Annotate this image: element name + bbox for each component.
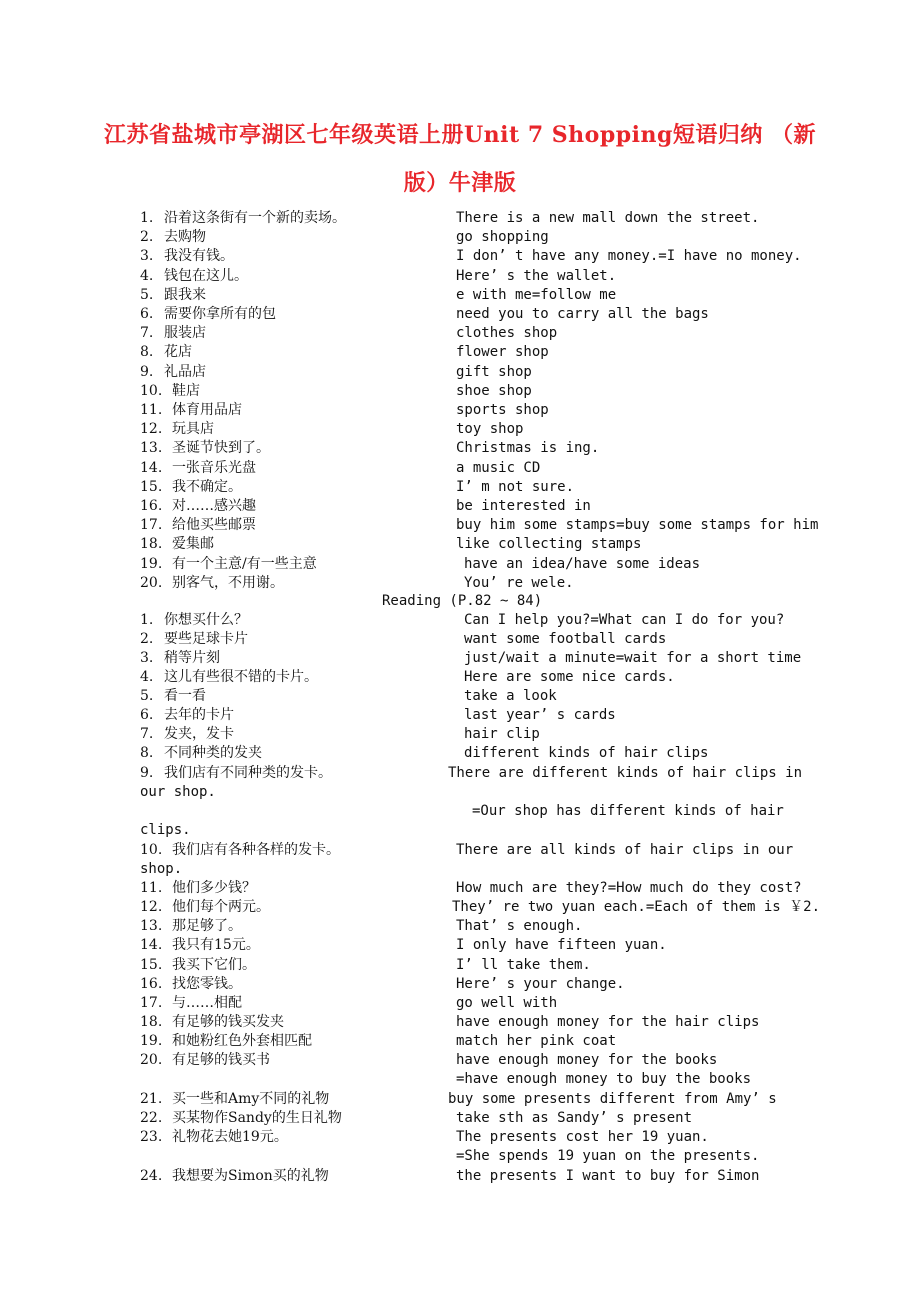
english-phrase: Christmas is ing. xyxy=(456,440,600,456)
english-phrase: have enough money for the hair clips xyxy=(456,1014,760,1030)
english-phrase: They’ re two yuan each.=Each of them is ￥2. xyxy=(452,899,821,915)
english-phrase: flower shop xyxy=(456,344,549,360)
english-phrase: gift shop xyxy=(456,364,532,380)
phrase-row xyxy=(0,994,920,1013)
reading-heading-text: Reading (P.82 ~ 84) xyxy=(382,593,543,609)
item-number: 16. xyxy=(140,498,163,514)
phrase-row xyxy=(0,574,920,593)
page-title-line-1: 江苏省盐城市亭湖区七年级英语上册Unit 7 Shopping短语归纳 （新 xyxy=(103,122,817,148)
item-number: 11. xyxy=(140,880,163,896)
chinese-phrase: 我想要为Simon买的礼物 xyxy=(172,1168,329,1184)
english-phrase: You’ re wele. xyxy=(464,575,574,591)
english-phrase: last year’ s cards xyxy=(464,707,616,723)
chinese-phrase: 我没有钱。 xyxy=(164,248,234,264)
english-phrase: There are different kinds of hair clips in xyxy=(448,765,803,781)
item-number: 17. xyxy=(140,995,163,1011)
chinese-phrase: 看一看 xyxy=(164,688,206,704)
phrase-row xyxy=(0,1051,920,1070)
chinese-phrase: 体育用品店 xyxy=(172,402,242,418)
phrase-row xyxy=(0,821,920,840)
english-phrase: just/wait a minute=wait for a short time xyxy=(464,650,802,666)
page-title-line-2: 版）牛津版 xyxy=(403,170,517,196)
chinese-phrase: 跟我来 xyxy=(164,287,206,303)
item-number: 2. xyxy=(140,631,154,647)
phrase-row xyxy=(0,744,920,763)
english-phrase: Here’ s the wallet. xyxy=(456,268,617,284)
english-phrase: take a look xyxy=(464,688,557,704)
chinese-phrase: 玩具店 xyxy=(172,421,214,437)
chinese-phrase: 买某物作Sandy的生日礼物 xyxy=(172,1110,342,1126)
item-number: 3. xyxy=(140,650,154,666)
alternative-phrase: =She spends 19 yuan on the presents. xyxy=(456,1148,760,1164)
phrase-row xyxy=(0,1032,920,1051)
item-number: 19. xyxy=(140,1033,163,1049)
phrase-row xyxy=(0,956,920,975)
phrase-row xyxy=(0,267,920,286)
phrase-row xyxy=(0,668,920,687)
phrase-row xyxy=(0,209,920,228)
english-phrase: be interested in xyxy=(456,498,591,514)
phrase-row xyxy=(0,917,920,936)
chinese-phrase: 我只有15元。 xyxy=(172,937,260,953)
item-number: 4. xyxy=(140,268,154,284)
phrase-row xyxy=(0,802,920,821)
item-number: 5. xyxy=(140,688,154,704)
english-phrase: hair clip xyxy=(464,726,540,742)
phrase-row xyxy=(0,247,920,266)
phrase-row xyxy=(0,898,920,917)
english-phrase: The presents cost her 19 yuan. xyxy=(456,1129,709,1145)
chinese-phrase: 需要你拿所有的包 xyxy=(164,306,276,322)
english-phrase: I only have fifteen yuan. xyxy=(456,937,667,953)
english-phrase: want some football cards xyxy=(464,631,667,647)
chinese-phrase: 有足够的钱买发夹 xyxy=(172,1014,284,1030)
phrase-row xyxy=(0,1070,920,1089)
item-number: 12. xyxy=(140,899,163,915)
item-number: 15. xyxy=(140,479,163,495)
chinese-phrase: 他们每个两元。 xyxy=(172,899,270,915)
chinese-phrase: 礼品店 xyxy=(164,364,206,380)
chinese-phrase: 我们店有不同种类的发卡。 xyxy=(164,765,332,781)
item-number: 24. xyxy=(140,1168,163,1184)
item-number: 13. xyxy=(140,918,163,934)
item-number: 6. xyxy=(140,306,154,322)
english-phrase: shoe shop xyxy=(456,383,532,399)
phrase-row xyxy=(0,228,920,247)
chinese-phrase: 一张音乐光盘 xyxy=(172,460,256,476)
item-number: 21. xyxy=(140,1091,163,1107)
phrase-row xyxy=(0,783,920,802)
chinese-phrase: 花店 xyxy=(164,344,192,360)
chinese-phrase: 我买下它们。 xyxy=(172,957,256,973)
wrapped-text: our shop. xyxy=(140,784,216,800)
reading-heading xyxy=(0,592,920,611)
phrase-row xyxy=(0,687,920,706)
chinese-phrase: 圣诞节快到了。 xyxy=(172,440,270,456)
item-number: 20. xyxy=(140,1052,163,1068)
english-phrase: need you to carry all the bags xyxy=(456,306,709,322)
chinese-phrase: 别客气，不用谢。 xyxy=(172,575,284,591)
chinese-phrase: 发夹，发卡 xyxy=(164,726,234,742)
english-phrase: buy some presents different from Amy’ s xyxy=(448,1091,777,1107)
item-number: 9. xyxy=(140,765,154,781)
phrase-row xyxy=(0,1128,920,1147)
item-number: 10. xyxy=(140,842,163,858)
phrase-row xyxy=(0,1167,920,1186)
phrase-row xyxy=(0,725,920,744)
phrase-row xyxy=(0,975,920,994)
chinese-phrase: 和她粉红色外套相匹配 xyxy=(172,1033,312,1049)
phrase-row xyxy=(0,630,920,649)
phrase-row xyxy=(0,382,920,401)
phrase-row xyxy=(0,305,920,324)
item-number: 8. xyxy=(140,344,154,360)
phrase-row xyxy=(0,764,920,783)
phrase-row xyxy=(0,1109,920,1128)
alternative-phrase: =Our shop has different kinds of hair xyxy=(472,803,784,819)
phrase-row xyxy=(0,516,920,535)
phrase-row xyxy=(0,363,920,382)
chinese-phrase: 不同种类的发夹 xyxy=(164,745,262,761)
chinese-phrase: 这儿有些很不错的卡片。 xyxy=(164,669,318,685)
english-phrase: like collecting stamps xyxy=(456,536,642,552)
item-number: 13. xyxy=(140,440,163,456)
english-phrase: I’ ll take them. xyxy=(456,957,591,973)
phrase-row xyxy=(0,535,920,554)
item-number: 18. xyxy=(140,536,163,552)
alternative-phrase: =have enough money to buy the books xyxy=(456,1071,752,1087)
chinese-phrase: 有足够的钱买书 xyxy=(172,1052,270,1068)
chinese-phrase: 那足够了。 xyxy=(172,918,242,934)
item-number: 3. xyxy=(140,248,154,264)
phrase-row xyxy=(0,879,920,898)
english-phrase: e with me=follow me xyxy=(456,287,617,303)
phrase-row xyxy=(0,841,920,860)
chinese-phrase: 稍等片刻 xyxy=(164,650,220,666)
english-phrase: take sth as Sandy’ s present xyxy=(456,1110,693,1126)
chinese-phrase: 买一些和Amy不同的礼物 xyxy=(172,1091,330,1107)
english-phrase: the presents I want to buy for Simon xyxy=(456,1168,760,1184)
item-number: 8. xyxy=(140,745,154,761)
item-number: 4. xyxy=(140,669,154,685)
chinese-phrase: 钱包在这儿。 xyxy=(164,268,248,284)
chinese-phrase: 给他买些邮票 xyxy=(172,517,256,533)
item-number: 7. xyxy=(140,325,154,341)
english-phrase: There are all kinds of hair clips in our xyxy=(456,842,794,858)
phrase-row xyxy=(0,286,920,305)
chinese-phrase: 服装店 xyxy=(164,325,206,341)
english-phrase: Here’ s your change. xyxy=(456,976,625,992)
phrase-row xyxy=(0,1147,920,1166)
english-phrase: I don’ t have any money.=I have no money. xyxy=(456,248,802,264)
english-phrase: Here are some nice cards. xyxy=(464,669,675,685)
item-number: 9. xyxy=(140,364,154,380)
chinese-phrase: 我们店有各种各样的发卡。 xyxy=(172,842,340,858)
phrase-row xyxy=(0,555,920,574)
item-number: 11. xyxy=(140,402,163,418)
item-number: 22. xyxy=(140,1110,163,1126)
chinese-phrase: 礼物花去她19元。 xyxy=(172,1129,288,1145)
english-phrase: clothes shop xyxy=(456,325,558,341)
chinese-phrase: 我不确定。 xyxy=(172,479,242,495)
item-number: 5. xyxy=(140,287,154,303)
wrapped-text: shop. xyxy=(140,861,183,877)
item-number: 17. xyxy=(140,517,163,533)
chinese-phrase: 他们多少钱？ xyxy=(172,880,256,896)
item-number: 18. xyxy=(140,1014,163,1030)
english-phrase: have enough money for the books xyxy=(456,1052,718,1068)
item-number: 14. xyxy=(140,937,163,953)
english-phrase: That’ s enough. xyxy=(456,918,583,934)
chinese-phrase: 沿着这条街有一个新的卖场。 xyxy=(164,210,346,226)
item-number: 20. xyxy=(140,575,163,591)
phrase-row xyxy=(0,860,920,879)
chinese-phrase: 鞋店 xyxy=(172,383,200,399)
item-number: 2. xyxy=(140,229,154,245)
item-number: 15. xyxy=(140,957,163,973)
english-phrase: go shopping xyxy=(456,229,549,245)
english-phrase: buy him some stamps=buy some stamps for him xyxy=(456,517,819,533)
item-number: 12. xyxy=(140,421,163,437)
chinese-phrase: 与……相配 xyxy=(172,995,242,1011)
english-phrase: Can I help you?=What can I do for you? xyxy=(464,612,785,628)
phrase-row xyxy=(0,706,920,725)
chinese-phrase: 要些足球卡片 xyxy=(164,631,248,647)
english-phrase: I’ m not sure. xyxy=(456,479,575,495)
phrase-row xyxy=(0,459,920,478)
phrase-row xyxy=(0,478,920,497)
english-phrase: sports shop xyxy=(456,402,549,418)
english-phrase: match her pink coat xyxy=(456,1033,617,1049)
chinese-phrase: 有一个主意/有一些主意 xyxy=(172,556,317,572)
phrase-row xyxy=(0,439,920,458)
chinese-phrase: 去购物 xyxy=(164,229,206,245)
english-phrase: different kinds of hair clips xyxy=(464,745,709,761)
chinese-phrase: 对……感兴趣 xyxy=(172,498,256,514)
phrase-row xyxy=(0,611,920,630)
phrase-row xyxy=(0,401,920,420)
item-number: 16. xyxy=(140,976,163,992)
item-number: 19. xyxy=(140,556,163,572)
chinese-phrase: 爱集邮 xyxy=(172,536,214,552)
chinese-phrase: 你想买什么？ xyxy=(164,612,248,628)
english-phrase: have an idea/have some ideas xyxy=(464,556,701,572)
item-number: 14. xyxy=(140,460,163,476)
item-number: 10. xyxy=(140,383,163,399)
phrase-row xyxy=(0,324,920,343)
phrase-row xyxy=(0,936,920,955)
chinese-phrase: 去年的卡片 xyxy=(164,707,234,723)
phrase-row xyxy=(0,497,920,516)
wrapped-text: clips. xyxy=(140,822,191,838)
item-number: 6. xyxy=(140,707,154,723)
item-number: 1. xyxy=(140,210,154,226)
phrase-row xyxy=(0,649,920,668)
english-phrase: How much are they?=How much do they cost? xyxy=(456,880,802,896)
english-phrase: toy shop xyxy=(456,421,524,437)
english-phrase: a music CD xyxy=(456,460,541,476)
english-phrase: go well with xyxy=(456,995,558,1011)
phrase-row xyxy=(0,1090,920,1109)
item-number: 1. xyxy=(140,612,154,628)
chinese-phrase: 找您零钱。 xyxy=(172,976,242,992)
phrase-row xyxy=(0,420,920,439)
item-number: 23. xyxy=(140,1129,163,1145)
item-number: 7. xyxy=(140,726,154,742)
phrase-row xyxy=(0,1013,920,1032)
phrase-row xyxy=(0,343,920,362)
english-phrase: There is a new mall down the street. xyxy=(456,210,760,226)
